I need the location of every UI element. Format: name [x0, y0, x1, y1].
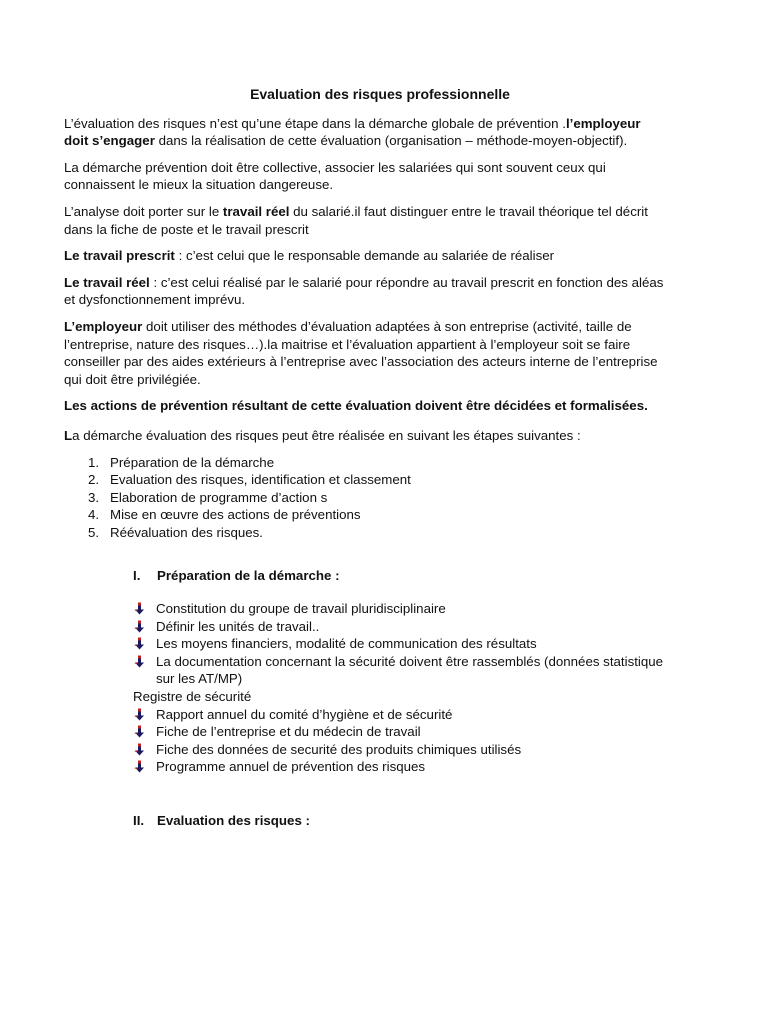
paragraph-employeur [64, 318, 668, 388]
paragraph-analysis-text-end: du salarié.il faut distinguer entre le travail théorique tel décrit dans la fiche de poste et le travail prescrit [64, 203, 648, 237]
list-item [88, 454, 668, 472]
list-item-number: 1. [88, 454, 100, 470]
list-item-text: Définir les unités de travail.. [156, 618, 320, 634]
arrow-bullet-icon [133, 725, 146, 738]
paragraph-travail-prescrit [64, 247, 668, 265]
paragraph-analysis [64, 203, 668, 238]
section-heading-evaluation [64, 812, 668, 830]
paragraph-analysis-bold: travail réel [222, 203, 290, 219]
paragraph-demarche-steps-intro-text: a démarche évaluation des risques peut être réalisée en suivant les étapes suivantes : [72, 427, 581, 443]
list-item-text: Programme annuel de prévention des risques [156, 759, 426, 775]
paragraph-actions-prevention: Les actions de prévention résultant de cette évaluation doivent être décidées et formalisées. [64, 398, 648, 414]
list-item-number: 5. [88, 524, 100, 540]
paragraph-demarche-steps-intro [64, 427, 668, 445]
arrow-bullet-icon [133, 760, 146, 773]
list-item-text: Fiche des données de securité des produits chimiques utilisés [156, 741, 522, 757]
term-employeur: L’employeur [64, 318, 143, 334]
list-item-text: Fiche de l’entreprise et du médecin de travail [156, 724, 421, 740]
list-item-number: 2. [88, 472, 100, 488]
list-item [156, 706, 668, 724]
definition-travail-reel: : c’est celui réalisé par le salarié pour répondre au travail prescrit en fonction des aléas et dysfonctionnement imprévu. [64, 274, 664, 308]
paragraph-intro [64, 115, 668, 150]
list-item-text: Mise en œuvre des actions de préventions [110, 507, 361, 523]
paragraph-intro-text: L’évaluation des risques n’est qu’une étape dans la démarche globale de prévention . [64, 115, 566, 131]
list-item [156, 758, 668, 776]
registre-label: Registre de sécurité [133, 689, 252, 705]
list-item [88, 489, 668, 507]
paragraph-analysis-text: L’analyse doit porter sur le [64, 203, 223, 219]
list-item-number: 3. [88, 489, 100, 505]
list-item-text: La documentation concernant la sécurité doivent être rassemblés (données statistique sur les AT/MP) [156, 653, 664, 687]
list-item-text: Réévaluation des risques. [110, 524, 264, 540]
paragraph-collective: La démarche prévention doit être collective, associer les salariées qui sont souvent ceux qui connaissent le mieux la situation dangereuse. [64, 159, 606, 193]
arrow-bullet-icon [133, 637, 146, 650]
paragraph-travail-reel [64, 274, 668, 309]
arrow-bullet-icon [133, 708, 146, 721]
list-item [88, 524, 668, 542]
paragraph-intro-text-end: dans la réalisation de cette évaluation (organisation – méthode-moyen-objectif). [154, 133, 628, 149]
list-item [156, 600, 668, 618]
list-item [156, 653, 668, 688]
list-item-text: Elaboration de programme d’action s [110, 489, 328, 505]
list-item [156, 635, 668, 653]
definition-travail-prescrit: : c’est celui que le responsable demande au salariée de réaliser [174, 248, 555, 264]
list-item-text: Evaluation des risques, identification et classement [110, 472, 411, 488]
list-item [156, 618, 668, 636]
paragraph-employeur-text: doit utiliser des méthodes d’évaluation adaptées à son entreprise (activité, taille de l’entreprise, nature des risques…).la maitrise et l’évaluation appartient à l’employeur soit se faire conseiller par des aides extérieurs à l’entreprise avec l’association des acteurs interne de l’entreprise qui doit être privilégiée. [64, 318, 658, 387]
list-item-number: 4. [88, 507, 100, 523]
term-travail-reel: Le travail réel [64, 274, 150, 290]
list-item-text: Préparation de la démarche [110, 454, 275, 470]
arrow-bullet-icon [133, 655, 146, 668]
paragraph-intro-bold: l’employeur doit s’engager [64, 115, 641, 149]
list-item-text: Les moyens financiers, modalité de communication des résultats [156, 636, 537, 652]
arrow-bullet-icon [133, 620, 146, 633]
documents-bullet-list [64, 706, 668, 776]
list-item-text: Rapport annuel du comité d’hygiène et de sécurité [156, 706, 453, 722]
steps-list [64, 454, 668, 542]
dropcap-letter: L [64, 427, 73, 443]
section-heading-preparation [64, 567, 668, 585]
section-number: I. [133, 568, 141, 584]
arrow-bullet-icon [133, 602, 146, 615]
section-title: Préparation de la démarche : [157, 568, 340, 584]
term-travail-prescrit: Le travail prescrit [64, 248, 175, 264]
page-title: Evaluation des risques professionnelle [250, 86, 510, 102]
section-title: Evaluation des risques : [157, 813, 310, 828]
list-item-text: Constitution du groupe de travail pluridisciplinaire [156, 601, 446, 617]
list-item [88, 506, 668, 524]
preparation-bullet-list [64, 600, 668, 688]
section-number: II. [133, 813, 145, 828]
arrow-bullet-icon [133, 743, 146, 756]
list-item [156, 723, 668, 741]
list-item [88, 471, 668, 489]
list-item [156, 741, 668, 759]
